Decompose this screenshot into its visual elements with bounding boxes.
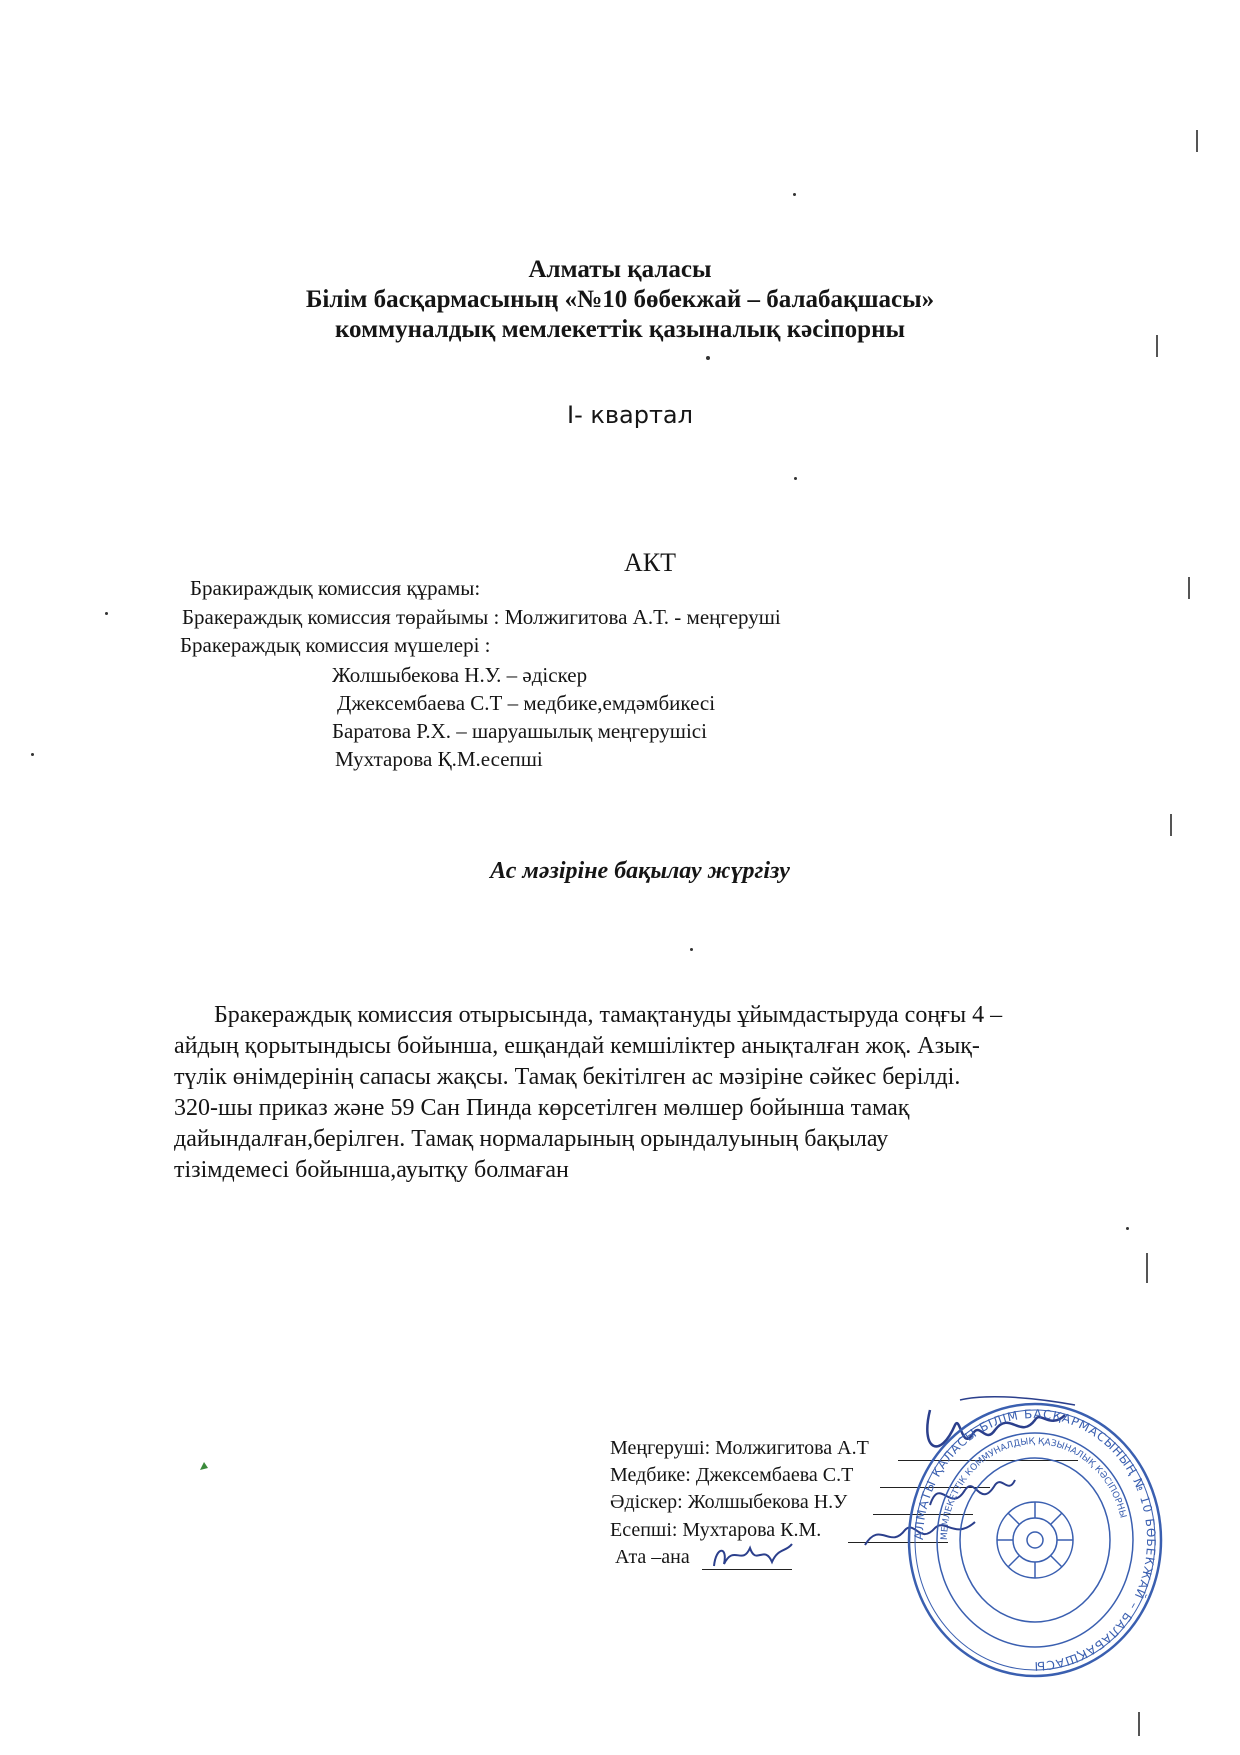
act-body-line: дайындалған,берілген. Тамақ нормаларының орындалуының бақылау xyxy=(174,1126,889,1152)
signature-line-parent: Ата –ана xyxy=(615,1546,690,1568)
quarter-label: I- квартал xyxy=(567,401,693,429)
scan-edge-mark xyxy=(1196,130,1198,152)
emblem-icon xyxy=(997,1502,1073,1578)
green-mark-icon xyxy=(198,1460,210,1472)
commission-member: Джексембаева С.Т – медбике,емдәмбикесі xyxy=(337,691,716,715)
scan-speck xyxy=(794,477,797,480)
scan-speck xyxy=(690,948,693,951)
act-body xyxy=(174,1000,1154,1186)
scan-speck xyxy=(793,193,796,196)
act-body-line: түлік өнімдерінің сапасы жақсы. Тамақ бекітілген ас мәзіріне сәйкес берілді. xyxy=(174,1064,961,1090)
commission-member: Мухтарова Қ.М.есепші xyxy=(335,747,543,771)
stamp-inner-text: МЕМЛЕКЕТТІК КОММУНАЛДЫҚ ҚАЗЫНАЛЫҚ КӘСІПОРНЫ xyxy=(939,1436,1128,1541)
scan-speck xyxy=(105,612,108,615)
scan-edge-mark xyxy=(1188,577,1190,599)
commission-member: Баратова Р.Х. – шаруашылық меңгерушісі xyxy=(332,719,707,743)
organization-header xyxy=(0,255,1240,345)
scan-edge-mark xyxy=(1170,814,1172,836)
header-enterprise-type: коммуналдық мемлекеттік қазыналық кәсіпорны xyxy=(334,316,905,343)
section-title: Ас мәзіріне бақылау жүргізу xyxy=(490,858,790,884)
official-stamp xyxy=(905,1400,1165,1680)
signature-line-director: Меңгеруші: Молжигитова А.Т xyxy=(610,1437,869,1459)
parent-signature xyxy=(706,1538,796,1574)
signature-line-methodist: Әдіскер: Жолшыбекова Н.У xyxy=(610,1491,848,1513)
scan-speck xyxy=(31,753,34,756)
header-city: Алматы қаласы xyxy=(528,256,712,283)
act-body-line: Бракераждық комиссия отырысында, тамақтануды ұйымдастыруда соңғы 4 – xyxy=(214,1002,1003,1028)
commission-member: Жолшыбекова Н.У. – әдіскер xyxy=(332,663,588,687)
header-organization: Білім басқармасының «№10 бөбекжай – балабақшасы» xyxy=(305,286,935,313)
act-title: АКТ xyxy=(624,548,676,577)
act-body-line: тізімдемесі бойынша,ауытқу болмаған xyxy=(174,1157,569,1183)
signature-line-nurse: Медбике: Джексембаева С.Т xyxy=(610,1464,854,1486)
commission-composition-label: Бракираждық комиссия құрамы: xyxy=(190,576,481,600)
scan-edge-mark xyxy=(1146,1253,1148,1283)
scan-edge-mark xyxy=(1138,1712,1140,1736)
commission-chair: Бракераждық комиссия төрайымы : Молжигитова А.Т. - меңгеруші xyxy=(182,605,781,629)
scan-speck xyxy=(706,356,710,360)
commission-members-label: Бракераждық комиссия мүшелері : xyxy=(180,633,491,657)
signature-line-accountant: Есепші: Мухтарова К.М. xyxy=(610,1519,822,1541)
scan-speck xyxy=(1126,1227,1129,1230)
act-body-line: 320-шы приказ және 59 Сан Пинда көрсетілген мөлшер бойынша тамақ xyxy=(174,1095,910,1121)
stamp-outer-text: АЛМАТЫ ҚАЛАСЫ БІЛІМ БАСҚАРМАСЫНЫҢ № 10 БӨБЕКЖАЙ – БАЛАБАҚШАСЫ xyxy=(911,1406,1159,1674)
act-body-line: айдың қорытындысы бойынша, ешқандай кемшіліктер анықталған жоқ. Азық- xyxy=(174,1033,980,1059)
